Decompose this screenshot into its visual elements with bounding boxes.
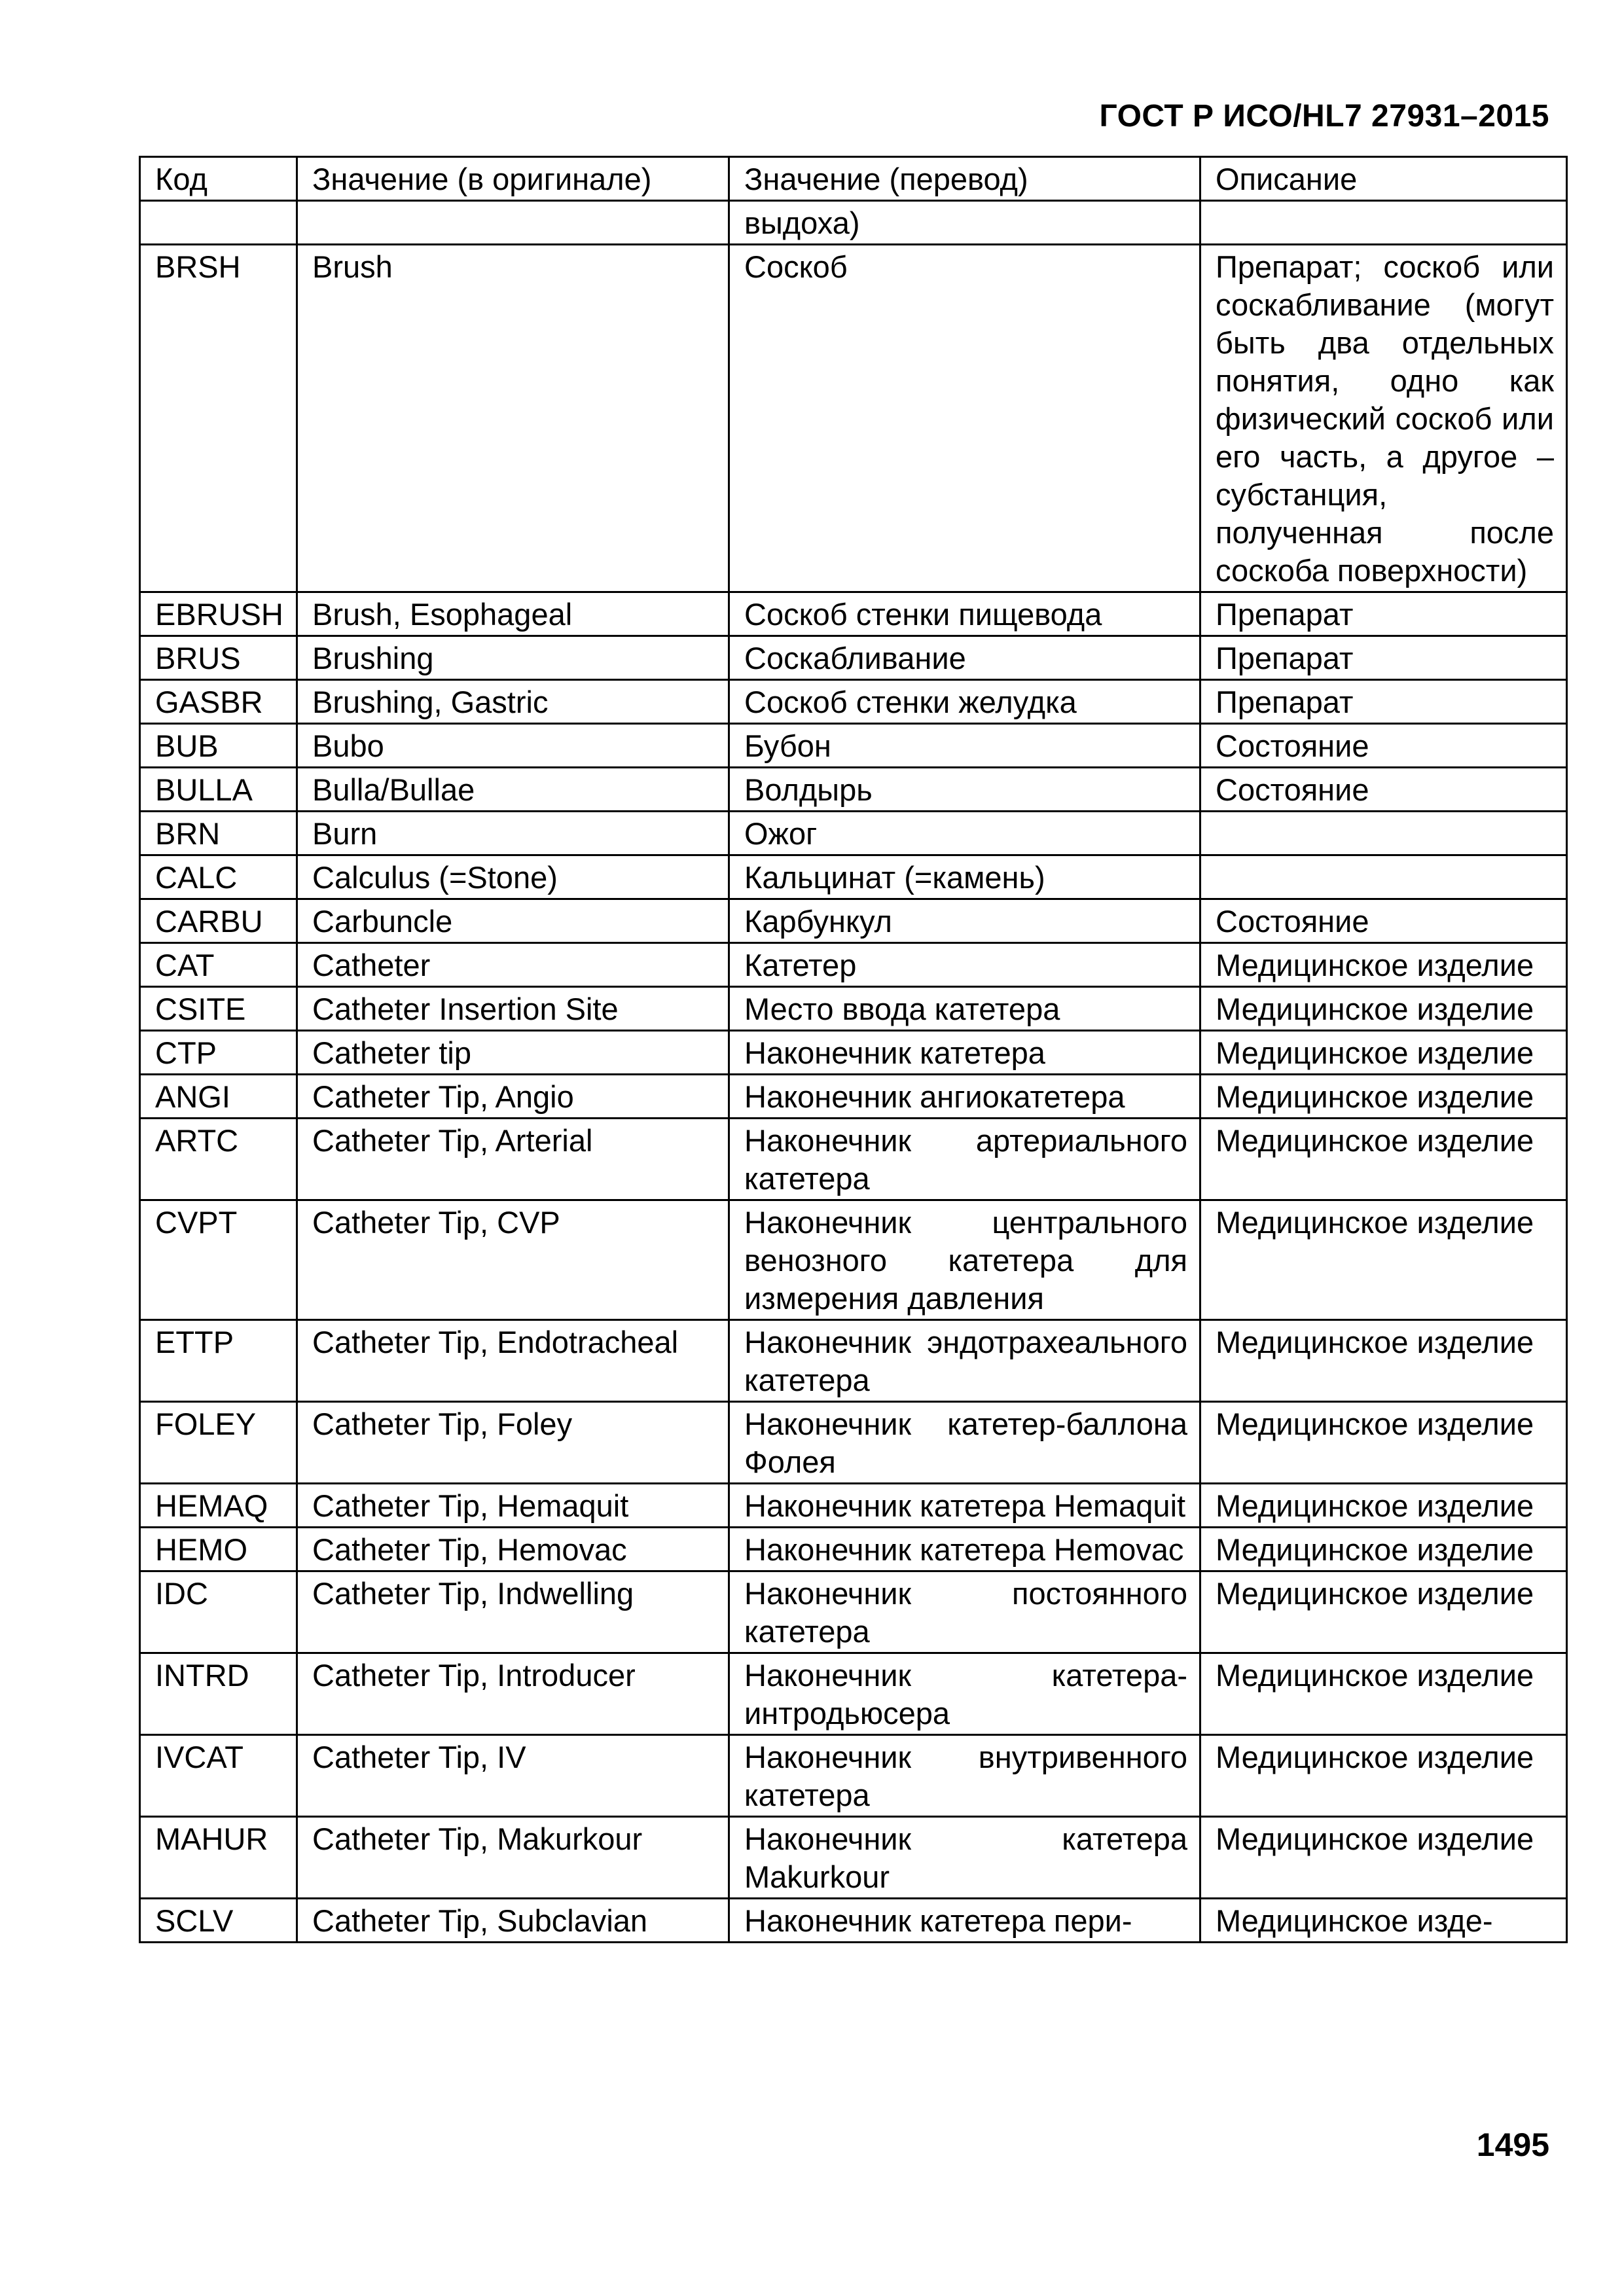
table-row bbox=[140, 768, 1567, 812]
cell-original: Catheter Tip, Hemovac bbox=[297, 1528, 729, 1571]
cell-code: BUB bbox=[140, 724, 297, 768]
cell-description: Медицинское изделие bbox=[1200, 1571, 1567, 1653]
cell-original: Catheter Tip, IV bbox=[297, 1735, 729, 1817]
column-header-translation: Значение (перевод) bbox=[729, 157, 1200, 201]
page-number: 1495 bbox=[1476, 2126, 1549, 2163]
cell-description bbox=[1200, 855, 1567, 899]
cell-code: BRUS bbox=[140, 636, 297, 680]
cell-translation: Соскоб bbox=[729, 245, 1200, 592]
table-header-row bbox=[140, 157, 1567, 201]
cell-code: EBRUSH bbox=[140, 592, 297, 636]
cell-translation: Наконечник артериального катетера bbox=[729, 1119, 1200, 1200]
cell-original: Catheter Tip, Foley bbox=[297, 1402, 729, 1484]
table-row bbox=[140, 1484, 1567, 1528]
table-row bbox=[140, 1119, 1567, 1200]
cell-description: Препарат bbox=[1200, 636, 1567, 680]
cell-original: Brushing, Gastric bbox=[297, 680, 729, 724]
cell-translation: Наконечник катетера Hemovac bbox=[729, 1528, 1200, 1571]
table-row bbox=[140, 201, 1567, 245]
cell-translation: Соскоб стенки желудка bbox=[729, 680, 1200, 724]
cell-translation: Соскабливание bbox=[729, 636, 1200, 680]
cell-description: Медицинское изделие bbox=[1200, 1119, 1567, 1200]
table-row bbox=[140, 1528, 1567, 1571]
cell-translation: Катетер bbox=[729, 943, 1200, 987]
table-body bbox=[140, 201, 1567, 1943]
table-row bbox=[140, 680, 1567, 724]
cell-translation: Наконечник центрального венозного катетера для измерения давления bbox=[729, 1200, 1200, 1320]
cell-translation: Бубон bbox=[729, 724, 1200, 768]
cell-code: CTP bbox=[140, 1031, 297, 1075]
cell-code: FOLEY bbox=[140, 1402, 297, 1484]
cell-description: Медицинское изделие bbox=[1200, 1031, 1567, 1075]
cell-translation: Наконечник катетер-баллона Фолея bbox=[729, 1402, 1200, 1484]
cell-code: HEMAQ bbox=[140, 1484, 297, 1528]
cell-original: Catheter Tip, Arterial bbox=[297, 1119, 729, 1200]
cell-description bbox=[1200, 812, 1567, 855]
cell-description: Медицинское изделие bbox=[1200, 1484, 1567, 1528]
cell-code: BRSH bbox=[140, 245, 297, 592]
cell-description: Состояние bbox=[1200, 724, 1567, 768]
cell-code bbox=[140, 201, 297, 245]
cell-translation: Наконечник катетера пери- bbox=[729, 1899, 1200, 1943]
cell-original: Catheter Tip, Indwelling bbox=[297, 1571, 729, 1653]
table-row bbox=[140, 1320, 1567, 1402]
cell-original: Bubo bbox=[297, 724, 729, 768]
cell-description: Препарат bbox=[1200, 592, 1567, 636]
cell-translation: выдоха) bbox=[729, 201, 1200, 245]
cell-description: Медицинское изделие bbox=[1200, 943, 1567, 987]
table-row bbox=[140, 855, 1567, 899]
table-row bbox=[140, 812, 1567, 855]
cell-original: Bulla/Bullae bbox=[297, 768, 729, 812]
table-row bbox=[140, 899, 1567, 943]
table-row bbox=[140, 1735, 1567, 1817]
cell-code: ETTP bbox=[140, 1320, 297, 1402]
cell-code: CVPT bbox=[140, 1200, 297, 1320]
cell-original: Burn bbox=[297, 812, 729, 855]
cell-code: CALC bbox=[140, 855, 297, 899]
table-row bbox=[140, 724, 1567, 768]
cell-original: Carbuncle bbox=[297, 899, 729, 943]
cell-description: Медицинское изделие bbox=[1200, 1402, 1567, 1484]
cell-description bbox=[1200, 201, 1567, 245]
cell-description: Медицинское изделие bbox=[1200, 1735, 1567, 1817]
cell-translation: Волдырь bbox=[729, 768, 1200, 812]
cell-original: Calculus (=Stone) bbox=[297, 855, 729, 899]
table-row bbox=[140, 1031, 1567, 1075]
cell-description: Медицинское изделие bbox=[1200, 1528, 1567, 1571]
table-row bbox=[140, 1200, 1567, 1320]
cell-translation: Наконечник внутривенного катетера bbox=[729, 1735, 1200, 1817]
cell-translation: Наконечник постоянного катетера bbox=[729, 1571, 1200, 1653]
cell-description: Препарат bbox=[1200, 680, 1567, 724]
cell-original: Catheter Tip, Hemaquit bbox=[297, 1484, 729, 1528]
column-header-description: Описание bbox=[1200, 157, 1567, 201]
column-header-code: Код bbox=[140, 157, 297, 201]
cell-description: Препарат; соскоб или соскабливание (могут быть два отдельных понятия, одно как физический соскоб или его часть, а другое – субстанция, полученная после соскоба поверхности) bbox=[1200, 245, 1567, 592]
cell-original: Catheter Tip, Introducer bbox=[297, 1653, 729, 1735]
cell-description: Медицинское изделие bbox=[1200, 1320, 1567, 1402]
code-table bbox=[139, 156, 1568, 1943]
cell-translation: Соскоб стенки пищевода bbox=[729, 592, 1200, 636]
cell-description: Медицинское изделие bbox=[1200, 987, 1567, 1031]
table-row bbox=[140, 636, 1567, 680]
cell-code: ARTC bbox=[140, 1119, 297, 1200]
cell-description: Состояние bbox=[1200, 768, 1567, 812]
cell-original: Brush bbox=[297, 245, 729, 592]
document-header: ГОСТ Р ИСО/HL7 27931–2015 bbox=[1099, 99, 1549, 134]
table-row bbox=[140, 943, 1567, 987]
cell-original: Catheter Tip, CVP bbox=[297, 1200, 729, 1320]
cell-code: CSITE bbox=[140, 987, 297, 1031]
cell-code: SCLV bbox=[140, 1899, 297, 1943]
cell-code: MAHUR bbox=[140, 1817, 297, 1899]
cell-translation: Наконечник катетера Makurkour bbox=[729, 1817, 1200, 1899]
cell-description: Медицинское изделие bbox=[1200, 1075, 1567, 1119]
table-row bbox=[140, 245, 1567, 592]
cell-code: ANGI bbox=[140, 1075, 297, 1119]
cell-code: BRN bbox=[140, 812, 297, 855]
table-row bbox=[140, 987, 1567, 1031]
cell-description: Медицинское изде- bbox=[1200, 1899, 1567, 1943]
table-row bbox=[140, 1899, 1567, 1943]
cell-description: Медицинское изделие bbox=[1200, 1200, 1567, 1320]
cell-description: Медицинское изделие bbox=[1200, 1653, 1567, 1735]
cell-code: CAT bbox=[140, 943, 297, 987]
cell-code: IVCAT bbox=[140, 1735, 297, 1817]
cell-original: Catheter Insertion Site bbox=[297, 987, 729, 1031]
cell-translation: Наконечник эндотрахеального катетера bbox=[729, 1320, 1200, 1402]
cell-original: Catheter Tip, Endotracheal bbox=[297, 1320, 729, 1402]
cell-translation: Наконечник катетера-интродьюсера bbox=[729, 1653, 1200, 1735]
cell-translation: Наконечник ангиокатетера bbox=[729, 1075, 1200, 1119]
table-row bbox=[140, 1075, 1567, 1119]
cell-original bbox=[297, 201, 729, 245]
cell-original: Catheter bbox=[297, 943, 729, 987]
table-row bbox=[140, 1571, 1567, 1653]
cell-translation: Ожог bbox=[729, 812, 1200, 855]
cell-original: Catheter tip bbox=[297, 1031, 729, 1075]
cell-original: Catheter Tip, Angio bbox=[297, 1075, 729, 1119]
cell-original: Catheter Tip, Makurkour bbox=[297, 1817, 729, 1899]
cell-code: IDC bbox=[140, 1571, 297, 1653]
table-row bbox=[140, 1402, 1567, 1484]
cell-original: Catheter Tip, Subclavian bbox=[297, 1899, 729, 1943]
cell-translation: Наконечник катетера bbox=[729, 1031, 1200, 1075]
column-header-original: Значение (в оригинале) bbox=[297, 157, 729, 201]
cell-code: GASBR bbox=[140, 680, 297, 724]
cell-translation: Кальцинат (=камень) bbox=[729, 855, 1200, 899]
cell-code: BULLA bbox=[140, 768, 297, 812]
table-row bbox=[140, 592, 1567, 636]
cell-code: HEMO bbox=[140, 1528, 297, 1571]
table-row bbox=[140, 1653, 1567, 1735]
cell-description: Состояние bbox=[1200, 899, 1567, 943]
cell-translation: Место ввода катетера bbox=[729, 987, 1200, 1031]
cell-code: INTRD bbox=[140, 1653, 297, 1735]
cell-original: Brush, Esophageal bbox=[297, 592, 729, 636]
cell-translation: Карбункул bbox=[729, 899, 1200, 943]
cell-description: Медицинское изделие bbox=[1200, 1817, 1567, 1899]
cell-original: Brushing bbox=[297, 636, 729, 680]
table-row bbox=[140, 1817, 1567, 1899]
cell-translation: Наконечник катетера Hemaquit bbox=[729, 1484, 1200, 1528]
cell-code: CARBU bbox=[140, 899, 297, 943]
